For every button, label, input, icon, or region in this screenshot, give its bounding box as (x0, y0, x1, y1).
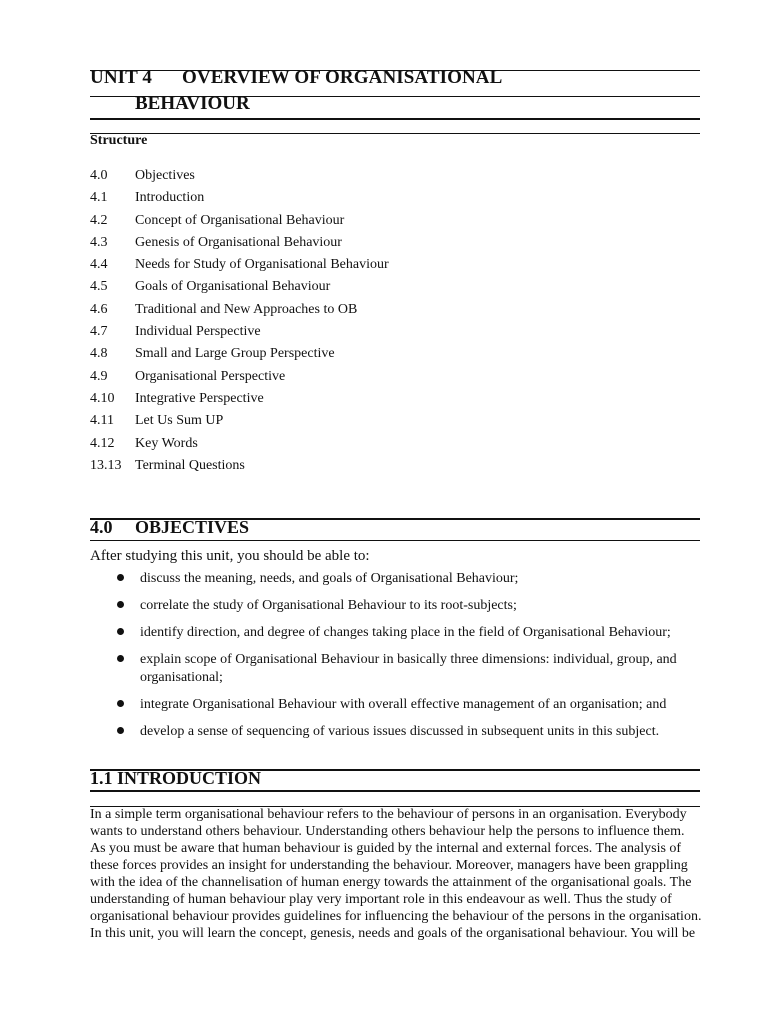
structure-item (90, 434, 389, 456)
structure-item-number: 4.2 (90, 212, 108, 228)
unit-title-line2: BEHAVIOUR (135, 93, 250, 114)
structure-item-number: 4.9 (90, 368, 108, 384)
structure-item-number: 4.0 (90, 168, 108, 183)
structure-item-number: 4.4 (90, 257, 108, 273)
introduction-mid-rule (90, 790, 700, 792)
structure-item (90, 233, 389, 255)
structure-item (90, 367, 389, 389)
paragraph-line: organisational behaviour provides guidelines for influencing the behaviour of the persons in the organisation. (90, 909, 702, 924)
structure-item (90, 166, 389, 188)
paragraph-line: wants to understand others behaviour. Understanding others behaviour help the persons to influence them. (90, 824, 685, 839)
objectives-intro: After studying this unit, you should be able to: (90, 548, 370, 564)
objective-item (117, 570, 707, 588)
structure-top-rule (90, 133, 700, 134)
structure-item (90, 322, 389, 344)
structure-item (90, 211, 389, 233)
objective-text: discuss the meaning, needs, and goals of Organisational Behaviour; (140, 571, 519, 586)
introduction-heading: 1.1 INTRODUCTION (90, 768, 262, 788)
structure-item (90, 300, 389, 322)
paragraph-line: As you must be aware that human behaviour is guided by the internal and external forces. The analysis of (90, 841, 682, 856)
objectives-list (117, 570, 707, 750)
objective-item (117, 624, 707, 642)
structure-item (90, 188, 389, 210)
structure-item-text: Integrative Perspective (135, 390, 264, 406)
structure-item-number: 4.7 (90, 324, 108, 340)
objectives-heading (90, 517, 249, 538)
structure-item (90, 277, 389, 299)
objective-item (117, 597, 707, 615)
structure-item (90, 389, 389, 411)
structure-item-text: Concept of Organisational Behaviour (135, 212, 345, 228)
objective-text: explain scope of Organisational Behaviour in basically three dimensions: individual, group, and organisational; (140, 652, 677, 685)
structure-item-text: Organisational Perspective (135, 368, 286, 384)
bullet-icon (117, 574, 124, 581)
structure-item-text: Individual Perspective (135, 324, 261, 340)
structure-item (90, 456, 389, 478)
introduction-paragraph (90, 806, 700, 942)
structure-item-number: 4.12 (90, 435, 115, 451)
objective-item (117, 723, 707, 741)
structure-item-text: Needs for Study of Organisational Behaviour (135, 257, 389, 273)
objective-text: correlate the study of Organisational Behaviour to its root-subjects; (140, 598, 517, 613)
structure-item-text: Let Us Sum UP (135, 413, 224, 429)
structure-item-number: 4.3 (90, 234, 108, 250)
structure-item (90, 344, 389, 366)
structure-item-text: Key Words (135, 435, 198, 451)
structure-list (90, 166, 389, 478)
objective-item (117, 696, 707, 714)
structure-item-text: Small and Large Group Perspective (135, 346, 335, 362)
structure-item-number: 4.1 (90, 190, 108, 206)
structure-item-number: 4.11 (90, 413, 114, 429)
unit-title-line1: OVERVIEW OF ORGANISATIONAL (182, 67, 503, 88)
bullet-icon (117, 628, 124, 635)
structure-item (90, 255, 389, 277)
objectives-bottom-rule (90, 540, 700, 541)
objectives-title: OBJECTIVES (135, 517, 250, 537)
structure-item-text: Traditional and New Approaches to OB (135, 301, 358, 317)
structure-item-number: 4.6 (90, 301, 108, 317)
paragraph-line: understanding of human behaviour play very important role in this endeavour as well. Thus the study of (90, 892, 672, 907)
structure-item-number: 4.8 (90, 346, 108, 362)
objective-item (117, 651, 707, 686)
structure-heading: Structure (90, 133, 148, 148)
paragraph-line: with the idea of the channelisation of human energy towards the attainment of the organisational goals. The (90, 875, 692, 890)
structure-item-text: Goals of Organisational Behaviour (135, 279, 331, 295)
objective-text: develop a sense of sequencing of various issues discussed in subsequent units in this subject. (140, 723, 660, 739)
objective-text: integrate Organisational Behaviour with overall effective management of an organisation; and (140, 696, 667, 712)
paragraph-line: these forces provides an insight for understanding the behaviour. Moreover, managers have been grappling (90, 858, 688, 873)
unit-label: UNIT 4 (90, 67, 153, 88)
paragraph-line: In a simple term organisational behaviour refers to the behaviour of persons in an organisation. Everybody (90, 807, 687, 822)
structure-item-text: Objectives (135, 168, 195, 183)
paragraph-line: In this unit, you will learn the concept, genesis, needs and goals of the organisational behaviour. You will be (90, 926, 696, 941)
bullet-icon (117, 601, 124, 608)
structure-item-text: Terminal Questions (135, 457, 245, 473)
structure-item-number: 4.5 (90, 279, 108, 295)
objectives-number: 4.0 (90, 517, 113, 537)
bullet-icon (117, 727, 124, 734)
unit-title (90, 67, 502, 89)
structure-item-text: Genesis of Organisational Behaviour (135, 234, 342, 250)
unit-bottom-rule (90, 118, 700, 120)
objective-text: identify direction, and degree of changes taking place in the field of Organisational Behaviour; (140, 625, 671, 640)
structure-item (90, 411, 389, 433)
structure-item-text: Introduction (135, 190, 205, 206)
structure-item-number: 13.13 (90, 457, 122, 473)
bullet-icon (117, 700, 124, 707)
structure-item-number: 4.10 (90, 390, 115, 406)
bullet-icon (117, 655, 124, 662)
